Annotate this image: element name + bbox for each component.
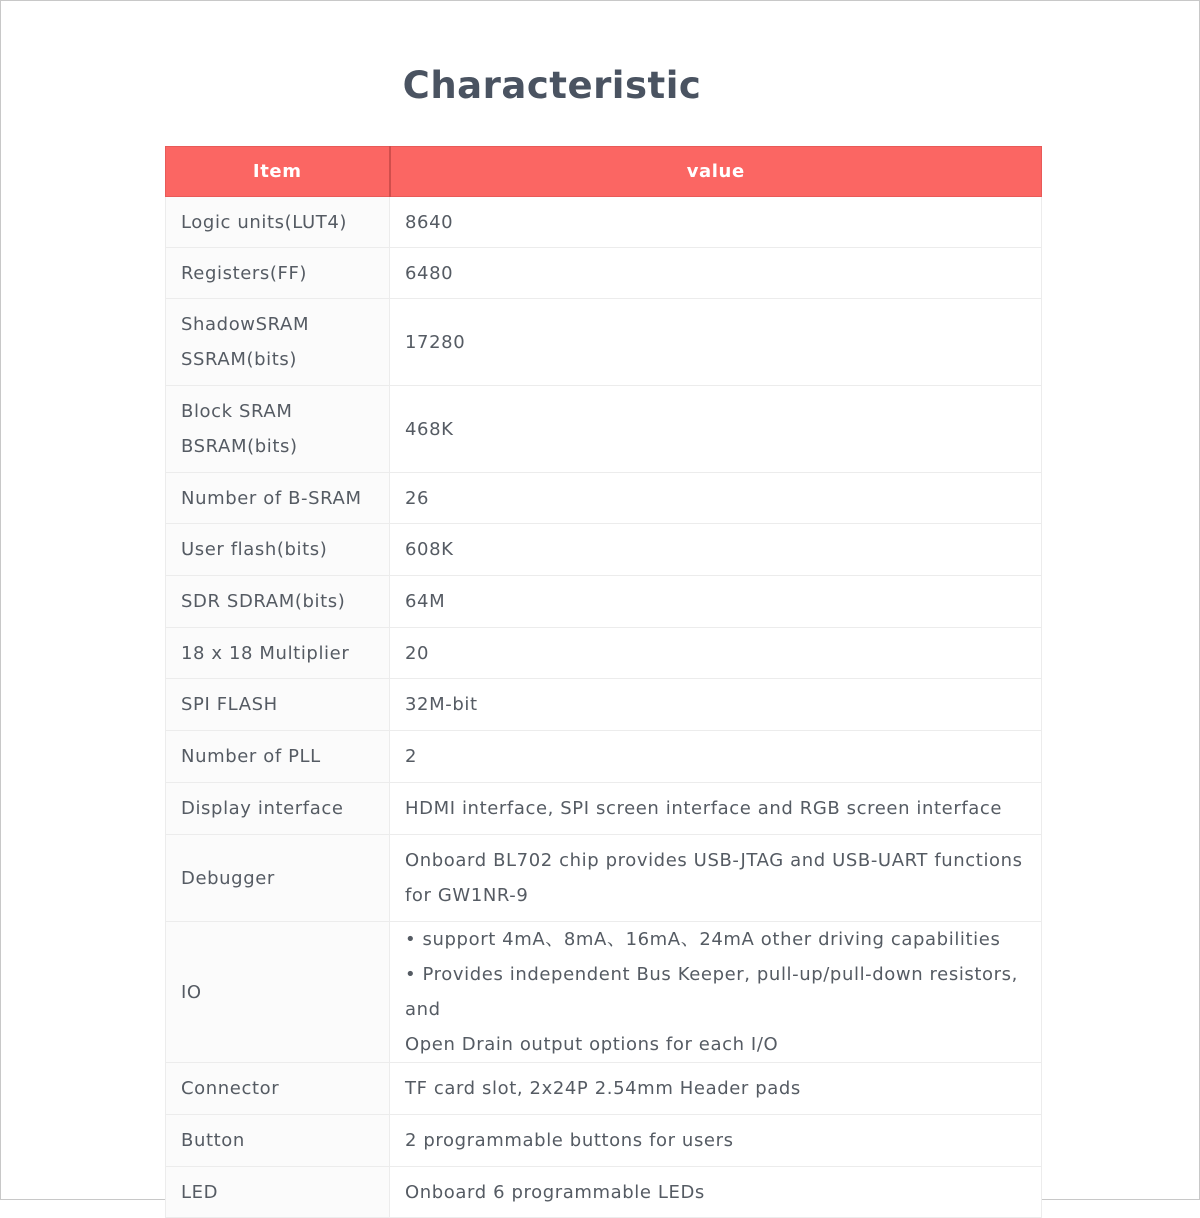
- item-text: BSRAM(bits): [181, 436, 298, 457]
- page-title: Characteristic: [402, 64, 702, 107]
- item-cell: [166, 524, 390, 576]
- table-row: [166, 1063, 1042, 1115]
- item-cell: [166, 248, 390, 299]
- value-text: 8640: [405, 211, 454, 233]
- column-header-item: Item: [166, 147, 390, 197]
- table-row: [166, 197, 1042, 248]
- item-text: User flash(bits): [181, 539, 328, 560]
- value-text: 26: [405, 487, 430, 509]
- item-text: IO: [181, 981, 202, 1003]
- table-header-row: [166, 147, 1042, 197]
- item-text: Registers(FF): [181, 262, 308, 284]
- item-text: Display interface: [181, 798, 344, 819]
- item-text: 18 x 18 Multiplier: [181, 642, 350, 664]
- item-cell: [166, 197, 390, 248]
- value-text: • Provides independent Bus Keeper, pull-up/pull-down resistors, and: [405, 964, 1018, 1020]
- item-text: Debugger: [181, 867, 275, 889]
- item-text: Number of B-SRAM: [181, 487, 362, 509]
- value-cell: [390, 679, 1042, 731]
- value-cell: [390, 731, 1042, 783]
- value-text: 32M-bit: [405, 694, 478, 715]
- item-cell: [166, 1167, 390, 1218]
- item-cell: [166, 386, 390, 473]
- value-cell: [390, 835, 1042, 922]
- table-row: [166, 248, 1042, 299]
- item-cell: [166, 835, 390, 922]
- value-cell: [390, 1063, 1042, 1115]
- value-text: HDMI interface, SPI screen interface and RGB screen interface: [405, 798, 1003, 819]
- table-row: [166, 731, 1042, 783]
- value-text: 64M: [405, 591, 446, 612]
- item-text: SPI FLASH: [181, 694, 278, 715]
- table-row: [166, 1115, 1042, 1167]
- item-text: Button: [181, 1130, 245, 1151]
- value-text: Open Drain output options for each I/O: [405, 1034, 779, 1055]
- table-row: [166, 299, 1042, 386]
- value-text: 2: [405, 746, 418, 767]
- value-cell: [390, 628, 1042, 679]
- value-text: for GW1NR-9: [405, 885, 529, 906]
- value-text: 17280: [405, 331, 466, 353]
- item-text: SSRAM(bits): [181, 349, 297, 370]
- item-text: Number of PLL: [181, 746, 321, 767]
- item-cell: [166, 1063, 390, 1115]
- table-row: [166, 835, 1042, 922]
- column-header-value: value: [390, 147, 1042, 197]
- value-text: 6480: [405, 262, 454, 284]
- table-row: [166, 679, 1042, 731]
- item-text: Connector: [181, 1078, 280, 1099]
- table-row: [166, 576, 1042, 628]
- value-text: 468K: [405, 418, 454, 440]
- item-text: LED: [181, 1181, 219, 1203]
- value-cell: [390, 576, 1042, 628]
- value-text: 20: [405, 642, 430, 664]
- table-row: [166, 1167, 1042, 1218]
- value-cell: [390, 197, 1042, 248]
- item-cell: [166, 1115, 390, 1167]
- value-cell: [390, 1167, 1042, 1218]
- table-row: [166, 922, 1042, 1063]
- value-cell: [390, 299, 1042, 386]
- value-cell: [390, 1115, 1042, 1167]
- item-cell: [166, 576, 390, 628]
- value-cell: [390, 473, 1042, 524]
- item-cell: [166, 731, 390, 783]
- table-row: [166, 628, 1042, 679]
- item-cell: [166, 299, 390, 386]
- item-text: ShadowSRAM: [181, 314, 310, 335]
- characteristic-table: [165, 146, 1042, 1218]
- value-cell: [390, 783, 1042, 835]
- table-row: [166, 524, 1042, 576]
- table-row: [166, 473, 1042, 524]
- item-cell: [166, 679, 390, 731]
- table-row: [166, 386, 1042, 473]
- value-text: 608K: [405, 539, 454, 560]
- value-text: 2 programmable buttons for users: [405, 1130, 734, 1151]
- item-text: Logic units(LUT4): [181, 211, 348, 233]
- item-cell: [166, 922, 390, 1063]
- item-text: Block SRAM: [181, 401, 293, 422]
- value-text: Onboard 6 programmable LEDs: [405, 1181, 705, 1203]
- item-cell: [166, 473, 390, 524]
- value-cell: [390, 248, 1042, 299]
- value-cell: [390, 524, 1042, 576]
- item-cell: [166, 783, 390, 835]
- item-cell: [166, 628, 390, 679]
- value-text: • support 4mA、8mA、16mA、24mA other driving capabilities: [405, 929, 1001, 950]
- value-cell: [390, 386, 1042, 473]
- value-text: Onboard BL702 chip provides USB-JTAG and USB-UART functions: [405, 850, 1023, 871]
- table-row: [166, 783, 1042, 835]
- value-text: TF card slot, 2x24P 2.54mm Header pads: [405, 1078, 801, 1099]
- item-text: SDR SDRAM(bits): [181, 591, 346, 612]
- value-cell: [390, 922, 1042, 1063]
